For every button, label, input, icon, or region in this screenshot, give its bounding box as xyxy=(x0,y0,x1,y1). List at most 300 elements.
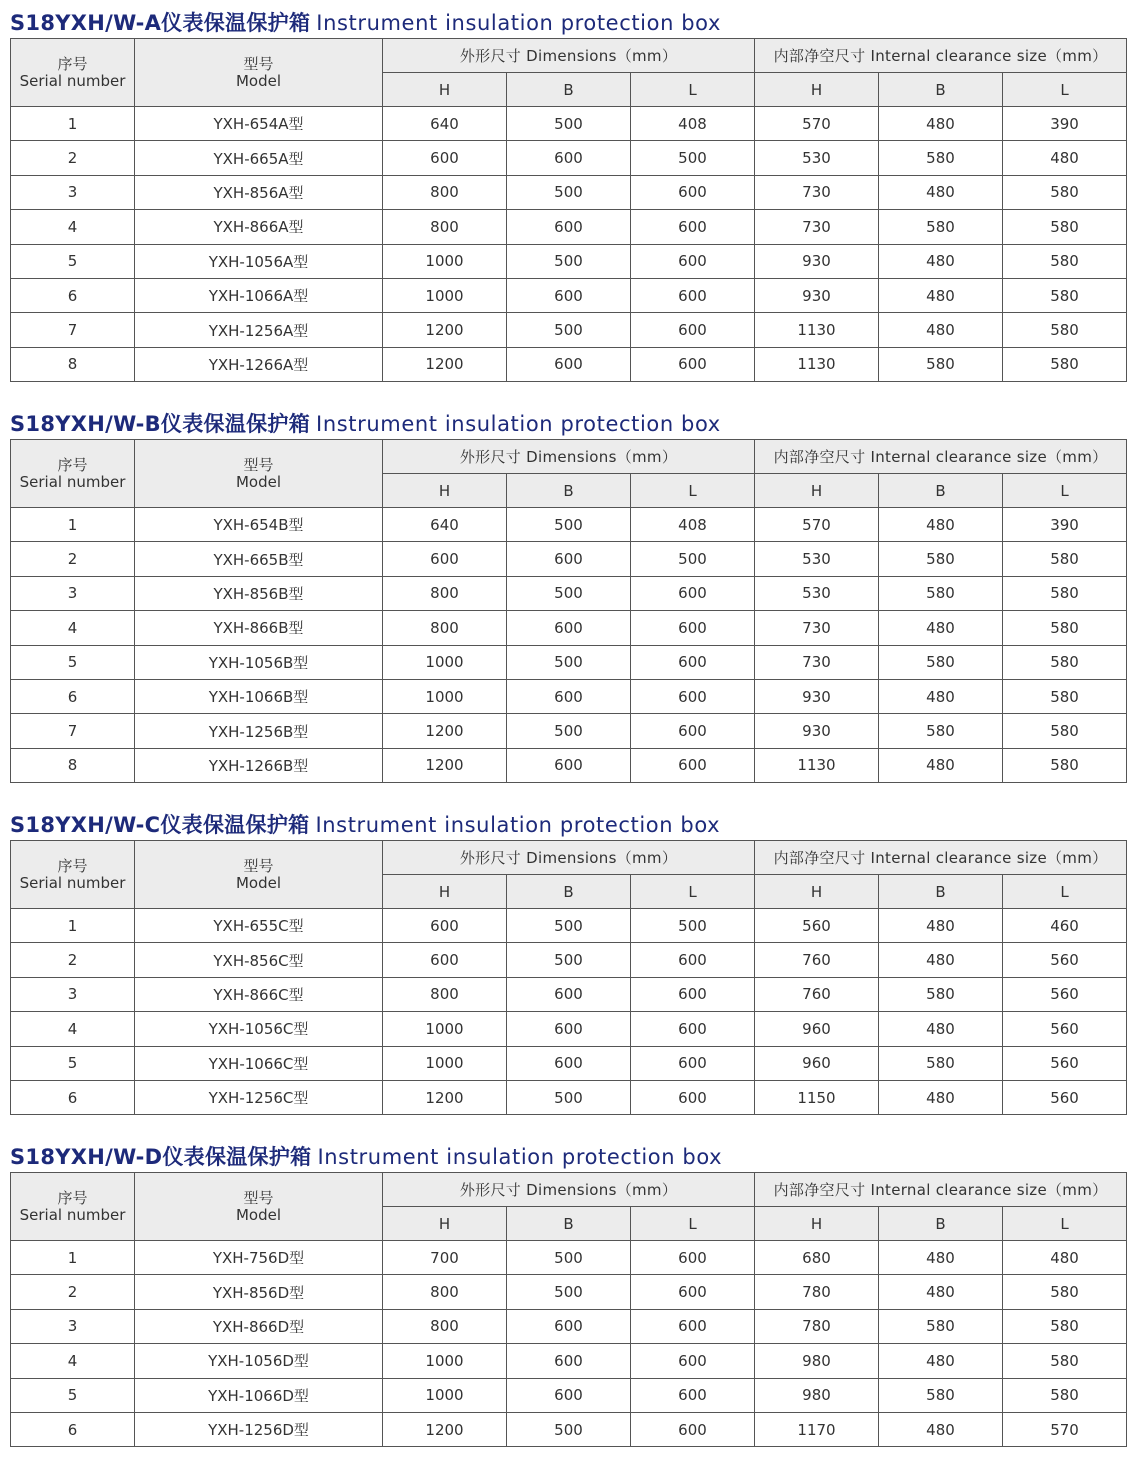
table-cell: 1000 xyxy=(383,1046,507,1080)
table-cell: 408 xyxy=(631,508,755,542)
table-row xyxy=(11,1344,1127,1378)
model-header-en: Model xyxy=(235,873,282,892)
table-cell: 800 xyxy=(383,210,507,244)
table-cell: 730 xyxy=(755,645,879,679)
dimensions-header: 外形尺寸 Dimensions（mm） xyxy=(383,39,755,73)
table-cell: 5 xyxy=(11,244,135,278)
table-cell: 7 xyxy=(11,714,135,748)
table-cell: YXH-654B型 xyxy=(135,508,383,542)
table-cell: 600 xyxy=(631,1046,755,1080)
table-cell: 480 xyxy=(879,508,1003,542)
table-cell: 500 xyxy=(507,175,631,209)
section-title xyxy=(10,810,1126,840)
table-row xyxy=(11,1309,1127,1343)
table-cell: 600 xyxy=(507,748,631,782)
table-cell: YXH-856D型 xyxy=(135,1275,383,1309)
serial-number-header xyxy=(11,39,135,107)
spec-table xyxy=(10,38,1127,382)
table-row xyxy=(11,1412,1127,1446)
table-cell: 1170 xyxy=(755,1412,879,1446)
table-cell: 600 xyxy=(631,977,755,1011)
table-cell: 1200 xyxy=(383,1412,507,1446)
table-row xyxy=(11,943,1127,977)
subheader-cell: B xyxy=(879,73,1003,107)
table-section xyxy=(10,8,1126,382)
table-cell: 500 xyxy=(507,1241,631,1275)
table-cell: 580 xyxy=(879,1309,1003,1343)
table-cell: 460 xyxy=(1003,909,1127,943)
table-cell: 960 xyxy=(755,1046,879,1080)
table-row xyxy=(11,1378,1127,1412)
table-cell: 480 xyxy=(879,1344,1003,1378)
subheader-cell: H xyxy=(383,875,507,909)
table-cell: 600 xyxy=(507,1046,631,1080)
table-cell: 500 xyxy=(507,909,631,943)
table-cell: 1000 xyxy=(383,1378,507,1412)
table-cell: YXH-1056B型 xyxy=(135,645,383,679)
table-cell: YXH-1256C型 xyxy=(135,1080,383,1114)
table-cell: 1000 xyxy=(383,278,507,312)
table-cell: 600 xyxy=(383,943,507,977)
table-cell: YXH-866B型 xyxy=(135,611,383,645)
table-cell: 600 xyxy=(383,909,507,943)
table-cell: 1 xyxy=(11,508,135,542)
table-cell: 1 xyxy=(11,1241,135,1275)
table-cell: 570 xyxy=(755,508,879,542)
table-cell: 1200 xyxy=(383,1080,507,1114)
table-row xyxy=(11,210,1127,244)
table-row xyxy=(11,714,1127,748)
table-cell: 700 xyxy=(383,1241,507,1275)
clearance-header: 内部净空尺寸 Internal clearance size（mm） xyxy=(755,39,1127,73)
table-cell: 580 xyxy=(879,1378,1003,1412)
english-title: Instrument insulation protection box xyxy=(317,1145,723,1169)
subheader-cell: H xyxy=(383,474,507,508)
table-cell: 600 xyxy=(507,347,631,381)
table-cell: 500 xyxy=(507,1412,631,1446)
table-cell: 580 xyxy=(1003,542,1127,576)
table-cell: YXH-1066B型 xyxy=(135,679,383,713)
table-row xyxy=(11,909,1127,943)
table-cell: 600 xyxy=(631,313,755,347)
table-row xyxy=(11,611,1127,645)
table-section xyxy=(10,810,1126,1115)
table-cell: 1130 xyxy=(755,313,879,347)
subheader-cell: B xyxy=(507,1207,631,1241)
table-cell: 5 xyxy=(11,1378,135,1412)
model-series-title: S18YXH/W-C仪表保温保护箱 xyxy=(10,813,310,837)
model-header xyxy=(135,440,383,508)
table-row xyxy=(11,107,1127,141)
table-cell: 580 xyxy=(1003,175,1127,209)
table-cell: 500 xyxy=(631,542,755,576)
table-cell: 600 xyxy=(383,141,507,175)
model-header-en: Model xyxy=(235,1205,282,1224)
table-cell: 480 xyxy=(879,313,1003,347)
subheader-cell: B xyxy=(507,474,631,508)
table-cell: 560 xyxy=(755,909,879,943)
model-header-en: Model xyxy=(235,71,282,90)
table-cell: 480 xyxy=(879,1275,1003,1309)
table-cell: YXH-856C型 xyxy=(135,943,383,977)
table-cell: 480 xyxy=(879,1012,1003,1046)
serial-number-header xyxy=(11,1173,135,1241)
table-row xyxy=(11,1275,1127,1309)
subheader-cell: L xyxy=(631,474,755,508)
table-cell: 600 xyxy=(631,1275,755,1309)
subheader-cell: H xyxy=(383,73,507,107)
clearance-header: 内部净空尺寸 Internal clearance size（mm） xyxy=(755,1173,1127,1207)
subheader-cell: L xyxy=(1003,73,1127,107)
table-cell: 2 xyxy=(11,542,135,576)
english-title: Instrument insulation protection box xyxy=(315,813,721,837)
table-cell: 580 xyxy=(1003,645,1127,679)
header-row xyxy=(11,440,1127,474)
table-section xyxy=(10,1142,1126,1447)
subheader-cell: H xyxy=(755,875,879,909)
table-cell: 780 xyxy=(755,1275,879,1309)
table-cell: 580 xyxy=(879,542,1003,576)
table-row xyxy=(11,278,1127,312)
table-cell: 600 xyxy=(631,1080,755,1114)
subheader-cell: L xyxy=(1003,474,1127,508)
table-cell: 560 xyxy=(1003,1046,1127,1080)
table-row xyxy=(11,1080,1127,1114)
table-cell: 600 xyxy=(631,714,755,748)
table-cell: 780 xyxy=(755,1309,879,1343)
table-cell: 560 xyxy=(1003,1012,1127,1046)
model-header-cn: 型号 xyxy=(243,54,274,73)
model-header xyxy=(135,39,383,107)
model-series-title: S18YXH/W-A仪表保温保护箱 xyxy=(10,11,311,35)
table-cell: 580 xyxy=(1003,1344,1127,1378)
table-cell: 600 xyxy=(631,1412,755,1446)
subheader-cell: B xyxy=(879,474,1003,508)
table-row xyxy=(11,679,1127,713)
table-cell: 600 xyxy=(631,210,755,244)
serial-number-header xyxy=(11,841,135,909)
table-cell: 580 xyxy=(1003,347,1127,381)
table-cell: YXH-866C型 xyxy=(135,977,383,1011)
table-cell: 600 xyxy=(507,611,631,645)
table-cell: 2 xyxy=(11,943,135,977)
table-cell: YXH-1256D型 xyxy=(135,1412,383,1446)
table-cell: 480 xyxy=(879,748,1003,782)
table-cell: 500 xyxy=(631,909,755,943)
table-cell: 500 xyxy=(507,645,631,679)
table-cell: 580 xyxy=(1003,210,1127,244)
table-cell: 500 xyxy=(507,107,631,141)
serial-header-en: Serial number xyxy=(19,71,126,90)
table-cell: 8 xyxy=(11,748,135,782)
table-row xyxy=(11,576,1127,610)
table-cell: 480 xyxy=(879,1241,1003,1275)
table-cell: YXH-756D型 xyxy=(135,1241,383,1275)
table-cell: 8 xyxy=(11,347,135,381)
table-cell: 600 xyxy=(507,1378,631,1412)
dimensions-header: 外形尺寸 Dimensions（mm） xyxy=(383,440,755,474)
table-cell: 800 xyxy=(383,175,507,209)
model-header xyxy=(135,841,383,909)
english-title: Instrument insulation protection box xyxy=(316,412,721,436)
table-cell: 560 xyxy=(1003,977,1127,1011)
table-cell: 4 xyxy=(11,1344,135,1378)
table-cell: 480 xyxy=(879,943,1003,977)
table-cell: 570 xyxy=(1003,1412,1127,1446)
table-section xyxy=(10,409,1126,783)
table-cell: 600 xyxy=(631,943,755,977)
dimensions-header: 外形尺寸 Dimensions（mm） xyxy=(383,841,755,875)
table-cell: 3 xyxy=(11,175,135,209)
table-cell: 600 xyxy=(631,1309,755,1343)
table-cell: 7 xyxy=(11,313,135,347)
table-cell: 580 xyxy=(879,714,1003,748)
table-cell: 3 xyxy=(11,576,135,610)
header-row xyxy=(11,39,1127,73)
table-row xyxy=(11,508,1127,542)
table-row xyxy=(11,141,1127,175)
table-cell: 600 xyxy=(631,1344,755,1378)
table-cell: 4 xyxy=(11,611,135,645)
table-cell: 480 xyxy=(879,278,1003,312)
table-cell: 760 xyxy=(755,943,879,977)
table-cell: 580 xyxy=(1003,748,1127,782)
table-cell: 600 xyxy=(631,1012,755,1046)
table-cell: 580 xyxy=(1003,278,1127,312)
table-cell: 580 xyxy=(1003,1275,1127,1309)
table-cell: 580 xyxy=(1003,576,1127,610)
table-cell: 600 xyxy=(631,1241,755,1275)
table-cell: 390 xyxy=(1003,107,1127,141)
table-cell: YXH-1066C型 xyxy=(135,1046,383,1080)
table-cell: 390 xyxy=(1003,508,1127,542)
table-cell: 580 xyxy=(879,347,1003,381)
table-cell: 800 xyxy=(383,977,507,1011)
table-cell: YXH-856A型 xyxy=(135,175,383,209)
table-cell: YXH-1266B型 xyxy=(135,748,383,782)
table-cell: 408 xyxy=(631,107,755,141)
model-header-cn: 型号 xyxy=(243,455,274,474)
table-cell: 600 xyxy=(507,1012,631,1046)
table-cell: YXH-1266A型 xyxy=(135,347,383,381)
table-cell: 580 xyxy=(879,645,1003,679)
table-cell: YXH-866A型 xyxy=(135,210,383,244)
table-cell: 1150 xyxy=(755,1080,879,1114)
table-cell: YXH-655C型 xyxy=(135,909,383,943)
subheader-cell: H xyxy=(755,73,879,107)
table-cell: YXH-665A型 xyxy=(135,141,383,175)
spec-table xyxy=(10,439,1127,783)
header-row xyxy=(11,1173,1127,1207)
table-cell: 580 xyxy=(1003,679,1127,713)
table-cell: 580 xyxy=(1003,313,1127,347)
table-cell: 640 xyxy=(383,508,507,542)
spec-table xyxy=(10,1172,1127,1447)
table-cell: 600 xyxy=(507,210,631,244)
clearance-header: 内部净空尺寸 Internal clearance size（mm） xyxy=(755,440,1127,474)
table-cell: 580 xyxy=(879,1046,1003,1080)
table-cell: 600 xyxy=(383,542,507,576)
table-cell: 1000 xyxy=(383,244,507,278)
table-row xyxy=(11,347,1127,381)
table-cell: 500 xyxy=(507,508,631,542)
table-row xyxy=(11,645,1127,679)
table-row xyxy=(11,977,1127,1011)
section-title xyxy=(10,409,1126,439)
table-cell: YXH-1256A型 xyxy=(135,313,383,347)
table-cell: YXH-856B型 xyxy=(135,576,383,610)
table-cell: YXH-665B型 xyxy=(135,542,383,576)
table-cell: 5 xyxy=(11,645,135,679)
serial-header-cn: 序号 xyxy=(57,455,88,474)
table-cell: 800 xyxy=(383,576,507,610)
table-cell: 6 xyxy=(11,278,135,312)
table-cell: 600 xyxy=(631,278,755,312)
table-cell: 600 xyxy=(631,1378,755,1412)
table-cell: 500 xyxy=(507,1080,631,1114)
table-cell: 1000 xyxy=(383,1344,507,1378)
table-cell: 500 xyxy=(631,141,755,175)
table-cell: 600 xyxy=(631,175,755,209)
table-row xyxy=(11,1046,1127,1080)
model-header-cn: 型号 xyxy=(243,856,274,875)
table-cell: 480 xyxy=(879,107,1003,141)
table-cell: 580 xyxy=(1003,714,1127,748)
table-cell: 480 xyxy=(879,1080,1003,1114)
table-cell: 580 xyxy=(879,210,1003,244)
table-cell: 530 xyxy=(755,141,879,175)
table-cell: 600 xyxy=(631,679,755,713)
table-cell: 960 xyxy=(755,1012,879,1046)
table-row xyxy=(11,1241,1127,1275)
table-cell: 580 xyxy=(879,141,1003,175)
table-cell: 1 xyxy=(11,107,135,141)
section-title xyxy=(10,8,1126,38)
table-cell: 4 xyxy=(11,1012,135,1046)
model-series-title: S18YXH/W-B仪表保温保护箱 xyxy=(10,412,311,436)
table-cell: 500 xyxy=(507,943,631,977)
serial-header-cn: 序号 xyxy=(57,856,88,875)
header-row xyxy=(11,841,1127,875)
table-cell: 600 xyxy=(507,141,631,175)
table-cell: 640 xyxy=(383,107,507,141)
spec-table xyxy=(10,840,1127,1115)
table-cell: 600 xyxy=(507,977,631,1011)
table-cell: 1000 xyxy=(383,1012,507,1046)
subheader-cell: H xyxy=(755,1207,879,1241)
table-cell: 1000 xyxy=(383,645,507,679)
table-cell: 1200 xyxy=(383,347,507,381)
english-title: Instrument insulation protection box xyxy=(316,11,722,35)
subheader-cell: B xyxy=(507,875,631,909)
table-cell: 1000 xyxy=(383,679,507,713)
table-cell: 930 xyxy=(755,244,879,278)
table-cell: 2 xyxy=(11,1275,135,1309)
table-cell: 580 xyxy=(879,576,1003,610)
table-cell: 4 xyxy=(11,210,135,244)
table-row xyxy=(11,1012,1127,1046)
table-cell: 530 xyxy=(755,542,879,576)
table-cell: 480 xyxy=(879,244,1003,278)
table-cell: 980 xyxy=(755,1344,879,1378)
table-cell: 6 xyxy=(11,1412,135,1446)
table-cell: 930 xyxy=(755,679,879,713)
table-cell: 930 xyxy=(755,714,879,748)
table-cell: 600 xyxy=(507,679,631,713)
table-cell: YXH-1066D型 xyxy=(135,1378,383,1412)
table-cell: 580 xyxy=(1003,611,1127,645)
table-cell: 480 xyxy=(879,611,1003,645)
table-cell: 6 xyxy=(11,679,135,713)
section-title xyxy=(10,1142,1126,1172)
dimensions-header: 外形尺寸 Dimensions（mm） xyxy=(383,1173,755,1207)
table-cell: 600 xyxy=(507,1344,631,1378)
table-cell: 600 xyxy=(631,576,755,610)
serial-header-en: Serial number xyxy=(19,472,126,491)
table-cell: 1130 xyxy=(755,347,879,381)
table-cell: 6 xyxy=(11,1080,135,1114)
table-cell: 800 xyxy=(383,1309,507,1343)
subheader-cell: B xyxy=(507,73,631,107)
model-header-en: Model xyxy=(235,472,282,491)
table-cell: 600 xyxy=(631,611,755,645)
table-cell: YXH-1056C型 xyxy=(135,1012,383,1046)
table-cell: 480 xyxy=(879,175,1003,209)
table-cell: 480 xyxy=(879,679,1003,713)
table-cell: 480 xyxy=(1003,1241,1127,1275)
table-cell: 570 xyxy=(755,107,879,141)
table-cell: 530 xyxy=(755,576,879,610)
table-cell: 3 xyxy=(11,1309,135,1343)
table-cell: 580 xyxy=(1003,1378,1127,1412)
table-cell: YXH-654A型 xyxy=(135,107,383,141)
table-cell: 3 xyxy=(11,977,135,1011)
table-cell: 500 xyxy=(507,1275,631,1309)
table-cell: 1130 xyxy=(755,748,879,782)
table-cell: 580 xyxy=(1003,1309,1127,1343)
subheader-cell: L xyxy=(631,73,755,107)
table-cell: 1 xyxy=(11,909,135,943)
table-cell: 1200 xyxy=(383,748,507,782)
table-cell: 600 xyxy=(507,1309,631,1343)
table-row xyxy=(11,244,1127,278)
table-cell: YXH-1066A型 xyxy=(135,278,383,312)
subheader-cell: L xyxy=(1003,875,1127,909)
table-cell: 1200 xyxy=(383,313,507,347)
table-cell: 560 xyxy=(1003,943,1127,977)
table-cell: YXH-1056D型 xyxy=(135,1344,383,1378)
table-cell: 800 xyxy=(383,611,507,645)
table-cell: 930 xyxy=(755,278,879,312)
table-cell: 580 xyxy=(1003,244,1127,278)
table-row xyxy=(11,748,1127,782)
clearance-header: 内部净空尺寸 Internal clearance size（mm） xyxy=(755,841,1127,875)
serial-number-header xyxy=(11,440,135,508)
table-cell: 730 xyxy=(755,611,879,645)
table-cell: 600 xyxy=(507,542,631,576)
table-cell: 480 xyxy=(1003,141,1127,175)
table-cell: 5 xyxy=(11,1046,135,1080)
table-cell: YXH-866D型 xyxy=(135,1309,383,1343)
table-cell: 980 xyxy=(755,1378,879,1412)
subheader-cell: H xyxy=(755,474,879,508)
table-cell: 600 xyxy=(631,244,755,278)
table-cell: 500 xyxy=(507,244,631,278)
table-row xyxy=(11,175,1127,209)
table-cell: 600 xyxy=(631,347,755,381)
table-cell: 480 xyxy=(879,909,1003,943)
model-header xyxy=(135,1173,383,1241)
